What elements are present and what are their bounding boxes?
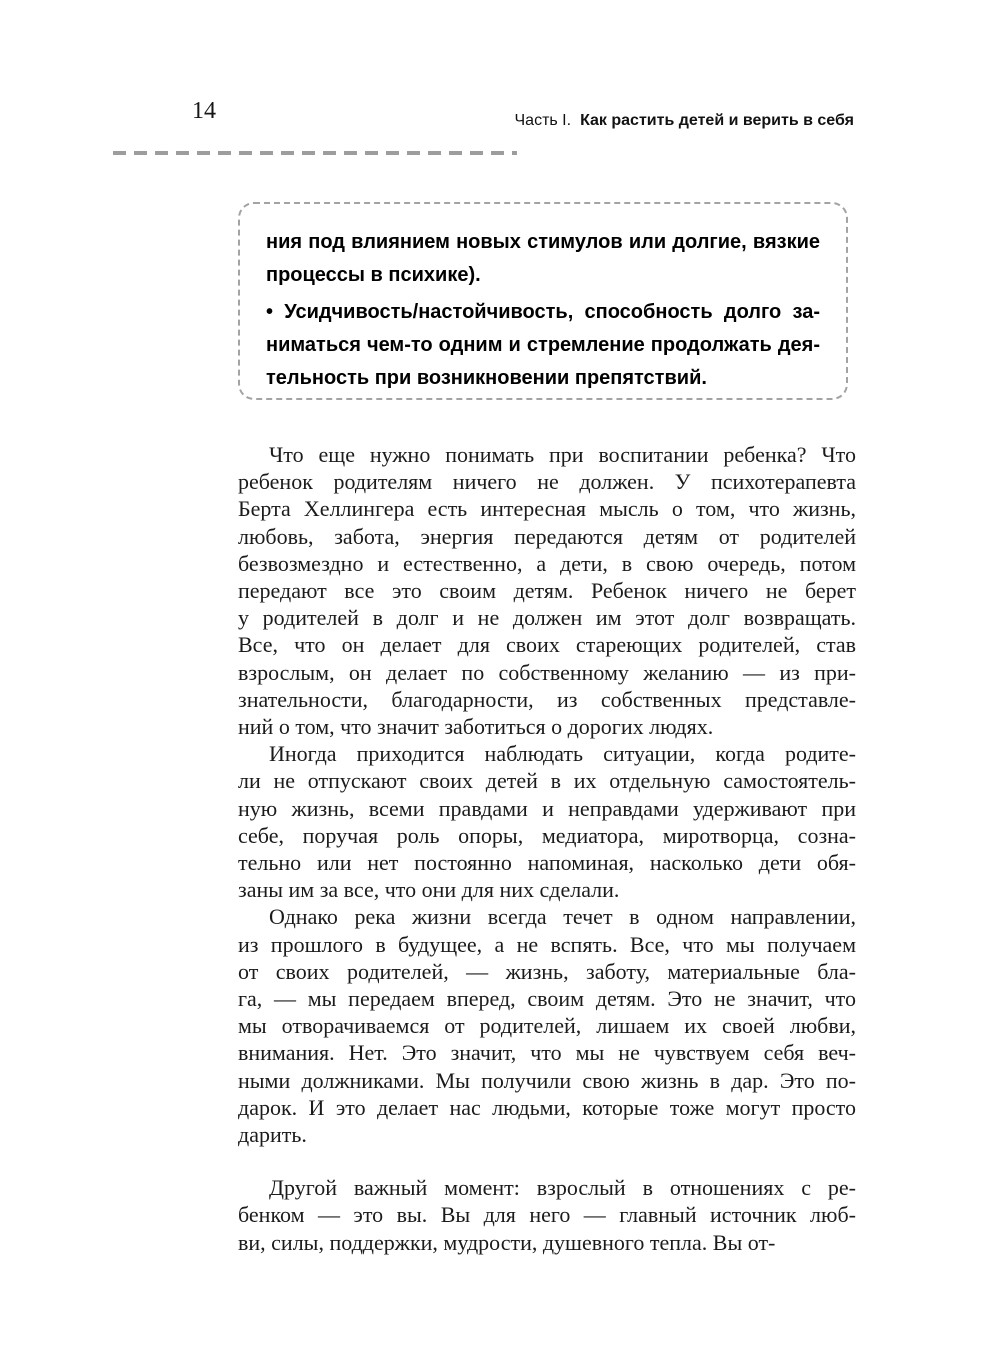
- text-line: • Усидчивость/настойчивость, способность долго за-: [266, 301, 820, 323]
- text-line: взрослым, он делает по собственному желанию — из при-: [238, 659, 856, 685]
- text-line: дарить.: [238, 1122, 307, 1148]
- text-line: ви, силы, поддержки, мудрости, душевного тепла. Вы от-: [238, 1229, 776, 1255]
- text-line: от своих родителей, — жизнь, заботу, материальные бла-: [238, 958, 856, 984]
- dashed-rule: [113, 151, 517, 155]
- text-line: бенком — это вы. Вы для него — главный источник люб-: [238, 1202, 856, 1228]
- text-line: у родителей в долг и не должен им этот долг возвращать.: [238, 605, 856, 631]
- text-line: Однако река жизни всегда течет в одном направлении,: [269, 904, 856, 930]
- text-line: процессы в психике).: [266, 264, 481, 286]
- text-line: ную жизнь, всеми правдами и неправдами удерживают при: [238, 795, 856, 821]
- callout-bullet-item: [266, 296, 820, 395]
- text-line: мы отворачиваемся от родителей, лишаем их своей любви,: [238, 1013, 856, 1039]
- text-line: из прошлого в будущее, а не вспять. Все, что мы получаем: [238, 931, 856, 957]
- text-line: любовь, забота, энергия передаются детям от родителей: [238, 523, 856, 549]
- text-line: дарок. И это делает нас людьми, которые тоже могут просто: [238, 1094, 856, 1120]
- text-line: передают все это своим детям. Ребенок ничего не берет: [238, 578, 856, 604]
- text-line: ния под влиянием новых стимулов или долгие, вязкие: [266, 231, 820, 253]
- callout-continuation-paragraph: [266, 226, 820, 292]
- body-paragraph: [238, 1174, 856, 1256]
- text-line: ными должниками. Мы получили свою жизнь в дар. Это по-: [238, 1067, 856, 1093]
- text-line: Берта Хеллингера есть интересная мысль о том, что жизнь,: [238, 496, 856, 522]
- text-line: ребенок родителям ничего не должен. У психотерапевта: [238, 469, 856, 495]
- text-line: ниматься чем-то одним и стремление продолжать дея-: [266, 334, 820, 356]
- text-line: га, — мы передаем вперед, своим детям. Это не значит, что: [238, 986, 856, 1012]
- part-label: Часть I.: [514, 112, 572, 129]
- callout-box: [238, 202, 848, 400]
- text-line: заны им за все, что они для них сделали.: [238, 877, 620, 903]
- text-line: себе, поручая роль опоры, медиатора, миротворца, созна-: [238, 822, 856, 848]
- body-paragraph: [238, 740, 856, 903]
- body-paragraph: [238, 441, 856, 740]
- text-line: тельно или нет постоянно напоминая, насколько дети обя-: [238, 850, 856, 876]
- text-line: безвозмездно и естественно, а дети, в свою очередь, потом: [238, 550, 856, 576]
- text-line: Иногда приходится наблюдать ситуации, когда родите-: [269, 741, 856, 767]
- text-line: Все, что он делает для своих стареющих родителей, став: [238, 632, 856, 658]
- text-line: тельность при возникновении препятствий.: [266, 367, 707, 389]
- text-line: Другой важный момент: взрослый в отношениях с ре-: [269, 1175, 856, 1201]
- page-number: 14: [192, 98, 216, 124]
- body-text-column: [238, 441, 856, 1256]
- text-line: ний о том, что значит заботиться о дорогих людях.: [238, 714, 714, 740]
- text-line: ли не отпускают своих детей в их отдельную самостоятель-: [238, 768, 856, 794]
- body-paragraph: [238, 903, 856, 1148]
- text-line: Что еще нужно понимать при воспитании ребенка? Что: [269, 442, 856, 467]
- text-line: знательности, благодарности, из собственных представле-: [238, 686, 856, 712]
- running-header: [515, 112, 855, 130]
- text-line: внимания. Нет. Это значит, что мы не чувствуем себя веч-: [238, 1040, 856, 1066]
- part-title: Как растить детей и верить в себя: [580, 112, 854, 129]
